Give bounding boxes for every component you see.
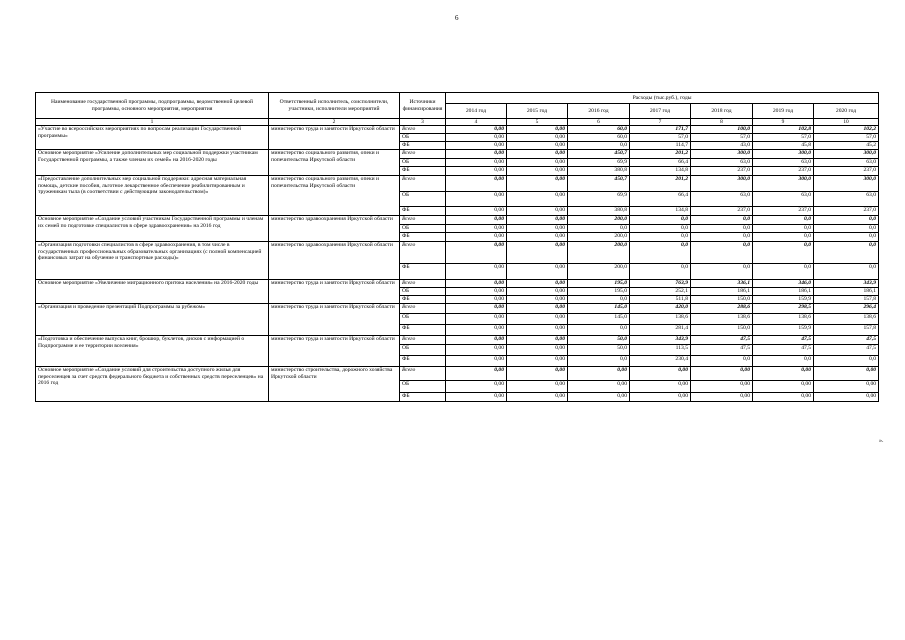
expense-value: 50,0	[568, 336, 630, 345]
expense-value: 0,00	[630, 367, 691, 381]
expense-value: 100,0	[691, 126, 753, 134]
expense-value: 0,0	[691, 242, 753, 264]
expense-value: 0,00	[446, 233, 507, 242]
expense-value: 159,9	[753, 325, 814, 336]
activity-name: «Организация и проведение презентаций Подпрограммы за рубежом»	[36, 304, 269, 336]
expense-value: 63,0	[814, 192, 879, 207]
expense-value: 134,8	[630, 167, 691, 176]
expense-value: 420,0	[630, 304, 691, 314]
expense-value: 138,6	[753, 314, 814, 325]
funding-source: ОБ	[400, 314, 446, 325]
expense-value: 138,6	[630, 314, 691, 325]
expense-value: 0,00	[446, 225, 507, 233]
expense-value: 300,0	[691, 150, 753, 159]
expense-value: 300,0	[753, 176, 814, 192]
expense-value: 171,7	[630, 126, 691, 134]
expense-value: 0,00	[507, 296, 568, 304]
expense-value: 0,00	[630, 393, 691, 402]
expense-value: 113,5	[630, 345, 691, 356]
expense-value: 0,00	[507, 242, 568, 264]
expense-value: 230,4	[630, 356, 691, 367]
expense-value: 0,00	[446, 381, 507, 393]
table-header	[36, 93, 879, 126]
column-number: 1	[36, 119, 269, 126]
expense-value: 0,00	[507, 126, 568, 134]
expense-value: 0,00	[507, 367, 568, 381]
funding-source: Всего	[400, 280, 446, 288]
expense-value: 0,00	[507, 134, 568, 142]
expense-value: 0,00	[507, 345, 568, 356]
column-number: 4	[446, 119, 507, 126]
expense-value: 114,7	[630, 142, 691, 150]
executor-name: министерство труда и занятости Иркутской области	[269, 280, 400, 304]
funding-source: ФБ	[400, 167, 446, 176]
expense-value: 0,00	[507, 142, 568, 150]
header-year: 2016 год	[568, 104, 630, 119]
expense-value: 0,00	[446, 314, 507, 325]
table-row	[36, 176, 879, 192]
table-row	[36, 280, 879, 288]
expense-value: 0,0	[753, 225, 814, 233]
expense-value: 0,0	[691, 216, 753, 225]
expense-value: 0,0	[814, 233, 879, 242]
expense-value: 343,9	[814, 280, 879, 288]
expense-value: 0,00	[691, 367, 753, 381]
table-row	[36, 216, 879, 225]
funding-source: ФБ	[400, 325, 446, 336]
column-number: 3	[400, 119, 446, 126]
column-number: 5	[507, 119, 568, 126]
activity-name: Основное мероприятие «Создание условий для строительства доступного жилья для переселенцев за счет средств федерального бюджета и собственных средств переселенцев» на 2016 год	[36, 367, 269, 402]
expense-value: 0,00	[446, 192, 507, 207]
funding-source: ФБ	[400, 393, 446, 402]
expense-value: 47,5	[814, 345, 879, 356]
expense-value: 0,0	[630, 242, 691, 264]
expense-value: 298,5	[753, 304, 814, 314]
expense-value: 57,0	[630, 134, 691, 142]
activity-name: «Предоставление дополнительных мер социальной поддержки: адресная материальная помощь, детские пособия, льготное лекарственное обеспечение реабилитированным и труженикам тыла (в соответствии с действующим законодательством)»	[36, 176, 269, 216]
executor-name: министерство труда и занятости Иркутской области	[269, 336, 400, 367]
expense-value: 0,00	[446, 264, 507, 280]
expense-value: 0,0	[568, 142, 630, 150]
column-number: 6	[568, 119, 630, 126]
column-number: 9	[753, 119, 814, 126]
expense-value: 0,00	[568, 367, 630, 381]
expense-value: 0,0	[691, 356, 753, 367]
funding-source: ОБ	[400, 192, 446, 207]
column-number: 7	[630, 119, 691, 126]
funding-source: Всего	[400, 176, 446, 192]
expense-value: 50,0	[568, 345, 630, 356]
expense-value: 0,0	[568, 325, 630, 336]
expense-value: 43,0	[691, 142, 753, 150]
expense-value: 63,0	[814, 159, 879, 167]
expense-value: 0,0	[568, 356, 630, 367]
funding-source: ФБ	[400, 207, 446, 216]
expense-value: 45,8	[753, 142, 814, 150]
expense-value: 0,00	[446, 176, 507, 192]
expense-value: 0,0	[814, 225, 879, 233]
header-source: Источники финансирования	[400, 93, 446, 119]
funding-source: ОБ	[400, 134, 446, 142]
budget-table	[35, 92, 879, 402]
expense-value: 0,00	[446, 242, 507, 264]
column-number: 2	[269, 119, 400, 126]
expense-value: 0,00	[507, 233, 568, 242]
expense-value: 0,00	[507, 304, 568, 314]
executor-name: министерство строительства, дорожного хозяйства Иркутской области	[269, 367, 400, 402]
funding-source: Всего	[400, 336, 446, 345]
expense-value: 252,1	[630, 288, 691, 296]
table-row	[36, 367, 879, 381]
expense-value: 0,0	[691, 233, 753, 242]
header-expenses: Расходы (тыс.руб.), годы	[446, 93, 879, 104]
funding-source: Всего	[400, 304, 446, 314]
expense-value: 186,1	[814, 288, 879, 296]
expense-value: 0,00	[507, 216, 568, 225]
funding-source: Всего	[400, 216, 446, 225]
expense-value: 0,00	[446, 150, 507, 159]
expense-value: 63,0	[691, 192, 753, 207]
expense-value: 200,0	[568, 216, 630, 225]
expense-value: 0,00	[446, 207, 507, 216]
expense-value: 0,0	[568, 225, 630, 233]
activity-name: «Организация подготовки специалистов в сфере здравоохранения, в том числе в государственных профессиональных образовательных организациях (с полной компенсацией финансовых затрат на обучение и транспортные расходы)»	[36, 242, 269, 280]
funding-source: ОБ	[400, 225, 446, 233]
expense-value: 0,00	[507, 393, 568, 402]
expense-value: 237,0	[814, 207, 879, 216]
expense-value: 237,0	[691, 207, 753, 216]
funding-source: Всего	[400, 242, 446, 264]
expense-value: 511,8	[630, 296, 691, 304]
header-year: 2020 год	[814, 104, 879, 119]
expense-value: 0,00	[446, 167, 507, 176]
expense-value: 145,0	[568, 314, 630, 325]
header-year: 2018 год	[691, 104, 753, 119]
expense-value: 0,0	[568, 296, 630, 304]
expense-value: 150,0	[691, 296, 753, 304]
expense-value: 57,0	[753, 134, 814, 142]
expense-value: 0,00	[446, 336, 507, 345]
expense-value: 380,8	[568, 207, 630, 216]
expense-value: 47,5	[753, 345, 814, 356]
funding-source: Всего	[400, 367, 446, 381]
funding-source: ФБ	[400, 142, 446, 150]
funding-source: ФБ	[400, 356, 446, 367]
funding-source: ОБ	[400, 345, 446, 356]
funding-source: ОБ	[400, 288, 446, 296]
closing-quote-mark: ».	[879, 438, 884, 444]
expense-value: 60,0	[568, 126, 630, 134]
activity-name: Основное мероприятие «Создание условий участникам Государственной программы и членам их семей по подготовке специалистов в сфере здравоохранения» на 2016 год	[36, 216, 269, 242]
expense-value: 200,0	[568, 264, 630, 280]
expense-value: 0,00	[568, 393, 630, 402]
expense-value: 237,0	[691, 167, 753, 176]
header-year: 2019 год	[753, 104, 814, 119]
expense-value: 0,0	[814, 242, 879, 264]
expense-value: 0,0	[630, 216, 691, 225]
expense-value: 66,4	[630, 192, 691, 207]
expense-value: 157,8	[814, 296, 879, 304]
expense-value: 0,00	[814, 367, 879, 381]
expense-value: 145,0	[568, 304, 630, 314]
expense-value: 69,9	[568, 192, 630, 207]
expense-value: 102,2	[814, 126, 879, 134]
expense-value: 159,9	[753, 296, 814, 304]
expense-value: 0,00	[446, 356, 507, 367]
expense-value: 0,00	[507, 325, 568, 336]
header-executor: Ответственный исполнитель, соисполнители, участники, исполнители мероприятий	[269, 93, 400, 119]
expense-value: 296,4	[814, 304, 879, 314]
funding-source: ОБ	[400, 159, 446, 167]
expense-value: 157,8	[814, 325, 879, 336]
expense-value: 0,00	[753, 393, 814, 402]
expense-value: 0,0	[814, 264, 879, 280]
expense-value: 0,0	[691, 225, 753, 233]
expense-value: 763,9	[630, 280, 691, 288]
expense-value: 0,00	[446, 159, 507, 167]
expense-value: 0,00	[446, 296, 507, 304]
expense-value: 0,0	[630, 264, 691, 280]
expense-value: 300,0	[814, 176, 879, 192]
column-number: 10	[814, 119, 879, 126]
expense-value: 0,00	[507, 381, 568, 393]
expense-value: 0,00	[446, 126, 507, 134]
header-year: 2017 год	[630, 104, 691, 119]
expense-value: 0,00	[568, 381, 630, 393]
expense-value: 0,00	[630, 381, 691, 393]
expense-value: 186,1	[691, 288, 753, 296]
funding-source: ФБ	[400, 264, 446, 280]
expense-value: 0,0	[753, 233, 814, 242]
expense-value: 0,00	[507, 192, 568, 207]
expense-value: 0,00	[814, 381, 879, 393]
table-row	[36, 304, 879, 314]
expense-value: 201,2	[630, 150, 691, 159]
expense-value: 0,00	[507, 207, 568, 216]
expense-value: 450,7	[568, 176, 630, 192]
expense-value: 0,0	[630, 233, 691, 242]
expense-value: 336,1	[691, 280, 753, 288]
expense-value: 281,4	[630, 325, 691, 336]
activity-name: Основное мероприятие «Увеличение миграционного притока населения» на 2016-2020 годы	[36, 280, 269, 304]
expense-value: 0,0	[691, 264, 753, 280]
expense-value: 0,00	[507, 280, 568, 288]
executor-name: министерство социального развития, опеки и попечительства Иркутской области	[269, 150, 400, 176]
expense-value: 186,1	[753, 288, 814, 296]
expense-value: 195,0	[568, 288, 630, 296]
header-name: Наименование государственной программы, подпрограммы, ведомственной целевой программы, основного мероприятия, мероприятия	[36, 93, 269, 119]
executor-name: министерство здравоохранения Иркутской области	[269, 216, 400, 242]
funding-source: Всего	[400, 126, 446, 134]
activity-name: Основное мероприятие «Усиление дополнительных мер социальной поддержки участникам Государственной программы, а также членам их семей» на 2016-2020 годы	[36, 150, 269, 176]
table-row	[36, 150, 879, 159]
expense-value: 0,00	[507, 264, 568, 280]
expense-value: 150,0	[691, 325, 753, 336]
expense-value: 0,00	[507, 225, 568, 233]
expense-value: 0,00	[446, 142, 507, 150]
expense-value: 0,00	[691, 381, 753, 393]
expense-value: 0,00	[753, 381, 814, 393]
expense-value: 45,2	[814, 142, 879, 150]
expense-value: 138,6	[814, 314, 879, 325]
expense-value: 300,0	[753, 150, 814, 159]
expense-value: 0,00	[753, 367, 814, 381]
funding-source: Всего	[400, 150, 446, 159]
activity-name: «Подготовка и обеспечение выпуска книг, брошюр, буклетов, дисков с информацией о Подпрограмме и ее территории вселения»	[36, 336, 269, 367]
expense-value: 0,00	[446, 345, 507, 356]
expense-value: 200,0	[568, 242, 630, 264]
expense-value: 47,5	[814, 336, 879, 345]
expense-value: 0,0	[814, 356, 879, 367]
expense-value: 0,00	[446, 134, 507, 142]
expense-value: 63,0	[753, 159, 814, 167]
expense-value: 69,9	[568, 159, 630, 167]
expense-value: 0,00	[446, 393, 507, 402]
expense-value: 0,00	[446, 288, 507, 296]
expense-value: 63,0	[691, 159, 753, 167]
page-number: 6	[455, 14, 459, 22]
expense-value: 237,0	[814, 167, 879, 176]
expense-value: 66,4	[630, 159, 691, 167]
expense-value: 0,00	[507, 356, 568, 367]
table-row	[36, 126, 879, 134]
expense-value: 57,0	[814, 134, 879, 142]
expense-value: 0,00	[814, 393, 879, 402]
expense-value: 0,00	[507, 150, 568, 159]
expense-value: 200,0	[568, 233, 630, 242]
expense-value: 0,0	[753, 242, 814, 264]
table-row	[36, 336, 879, 345]
expense-value: 47,5	[753, 336, 814, 345]
expense-value: 0,0	[753, 216, 814, 225]
expense-value: 0,00	[446, 280, 507, 288]
expense-value: 47,5	[691, 345, 753, 356]
expense-value: 346,0	[753, 280, 814, 288]
expense-value: 60,0	[568, 134, 630, 142]
expense-value: 0,00	[691, 393, 753, 402]
expense-value: 0,00	[507, 159, 568, 167]
expense-value: 0,00	[507, 176, 568, 192]
executor-name: министерство труда и занятости Иркутской области	[269, 126, 400, 150]
expense-value: 450,7	[568, 150, 630, 159]
expense-value: 102,8	[753, 126, 814, 134]
expense-value: 0,00	[507, 167, 568, 176]
expense-value: 0,00	[446, 304, 507, 314]
expense-value: 0,00	[507, 336, 568, 345]
expense-value: 63,0	[753, 192, 814, 207]
funding-source: ФБ	[400, 233, 446, 242]
expense-value: 380,8	[568, 167, 630, 176]
expense-value: 0,00	[507, 288, 568, 296]
expense-value: 300,0	[814, 150, 879, 159]
expense-value: 138,6	[691, 314, 753, 325]
activity-name: «Участие во всероссийских мероприятиях по вопросам реализации Государственной программы»	[36, 126, 269, 150]
header-year: 2014 год	[446, 104, 507, 119]
expense-value: 0,00	[446, 367, 507, 381]
expense-value: 0,0	[630, 225, 691, 233]
column-number: 8	[691, 119, 753, 126]
expense-value: 0,0	[753, 264, 814, 280]
expense-value: 288,6	[691, 304, 753, 314]
funding-source: ФБ	[400, 296, 446, 304]
executor-name: министерство труда и занятости Иркутской области	[269, 304, 400, 336]
header-year: 2015 год	[507, 104, 568, 119]
expense-value: 134,8	[630, 207, 691, 216]
expense-value: 343,9	[630, 336, 691, 345]
expense-value: 47,5	[691, 336, 753, 345]
expense-value: 237,0	[753, 167, 814, 176]
expense-value: 201,2	[630, 176, 691, 192]
executor-name: министерство здравоохранения Иркутской области	[269, 242, 400, 280]
expense-value: 237,0	[753, 207, 814, 216]
expense-value: 195,0	[568, 280, 630, 288]
expense-value: 0,0	[814, 216, 879, 225]
expense-value: 300,0	[691, 176, 753, 192]
funding-source: ОБ	[400, 381, 446, 393]
expense-value: 0,00	[446, 325, 507, 336]
expense-value: 0,0	[753, 356, 814, 367]
expense-value: 0,00	[446, 216, 507, 225]
expense-value: 0,00	[507, 314, 568, 325]
table-row	[36, 242, 879, 264]
expense-value: 57,0	[691, 134, 753, 142]
executor-name: министерство социального развития, опеки и попечительства Иркутской области	[269, 176, 400, 216]
